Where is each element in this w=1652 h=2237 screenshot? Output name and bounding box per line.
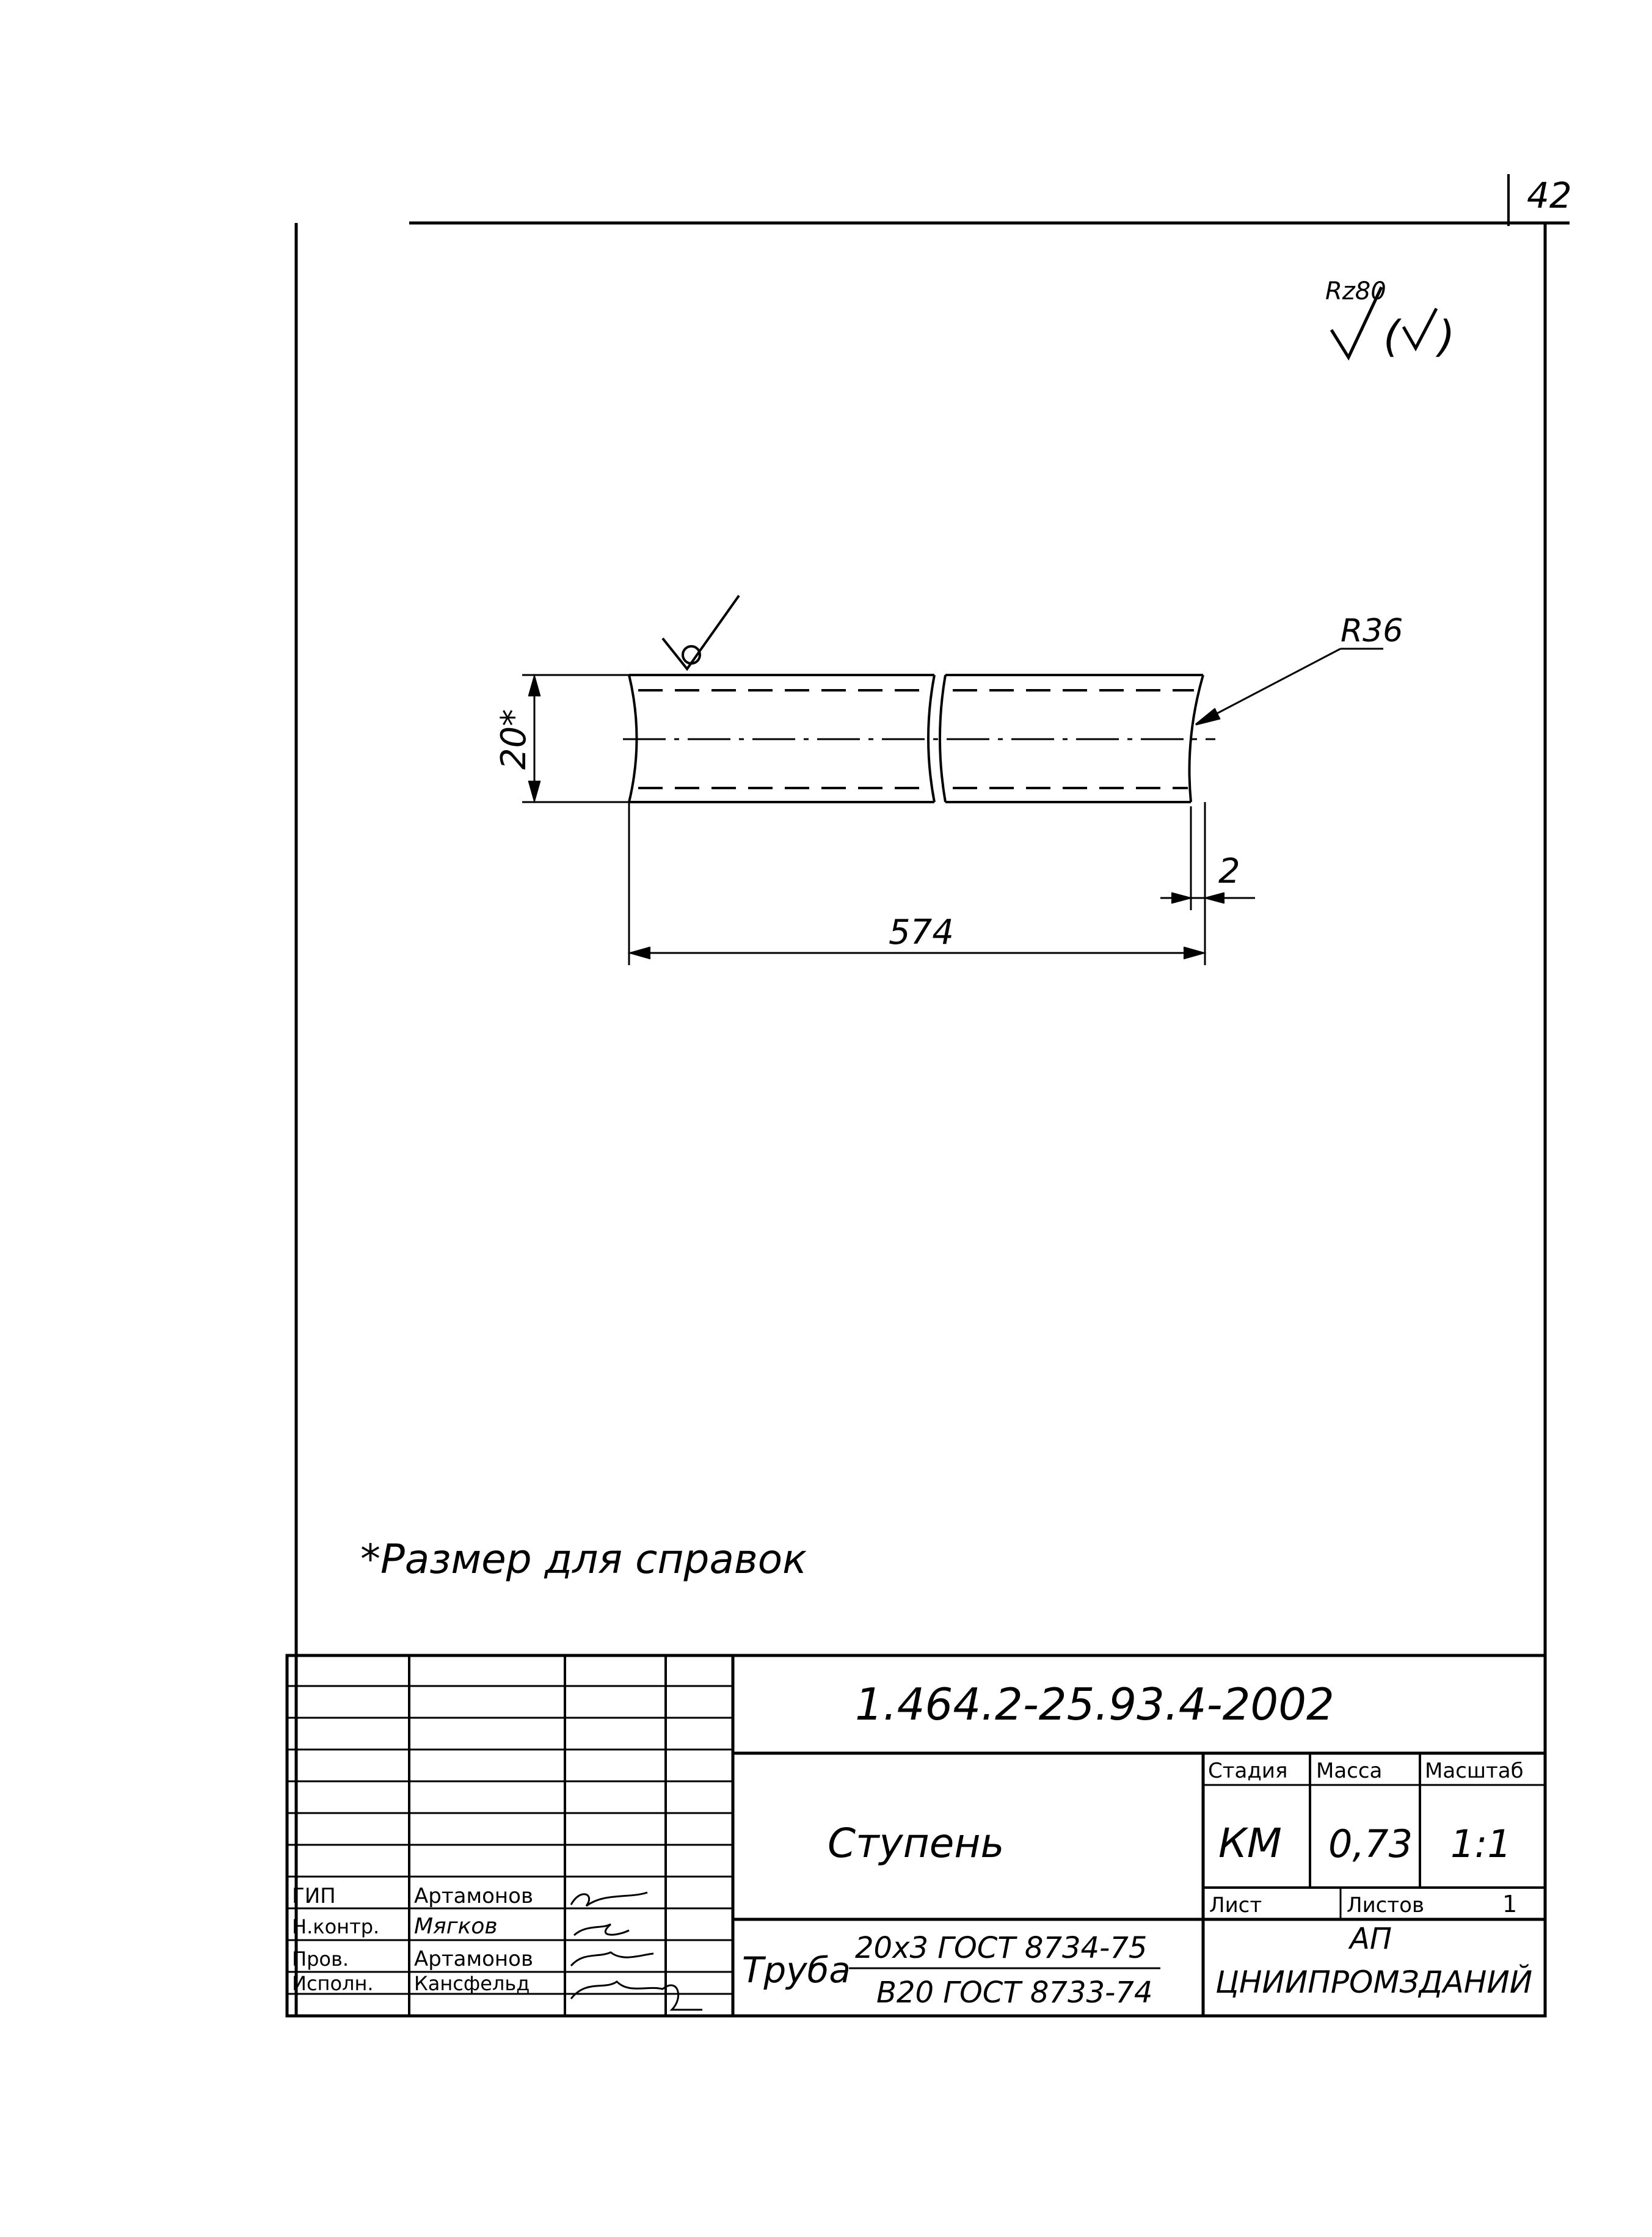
name-executed: Кансфельд: [414, 1972, 530, 1995]
dimension-radius-label: R36: [1341, 613, 1403, 649]
reference-note: *Размер для справок: [360, 1536, 807, 1583]
svg-text:): ): [1438, 312, 1455, 362]
dimension-chamfer: [1160, 806, 1255, 910]
scale-value: 1:1: [1450, 1822, 1512, 1866]
part-drawing: [623, 675, 1215, 802]
doc-code: 1.464.2-25.93.4-2002: [855, 1679, 1334, 1730]
machining-mark: [663, 596, 739, 669]
svg-text:(: (: [1383, 312, 1400, 362]
role-norm-control: Н.контр.: [292, 1915, 380, 1938]
dimension-radius: [1196, 649, 1383, 724]
frame: [287, 223, 1570, 2016]
sheets-label: Листов: [1347, 1893, 1425, 1918]
org-line-2: ЦНИИПРОМЗДАНИЙ: [1215, 1965, 1533, 2000]
org-line-1: АП: [1350, 1922, 1392, 1956]
dimension-chamfer-label: 2: [1218, 852, 1240, 891]
sheets-count: 1: [1502, 1891, 1518, 1918]
stage-value: КМ: [1218, 1820, 1282, 1867]
dimension-diameter-label: 20*: [494, 709, 534, 770]
material-word: Труба: [742, 1949, 851, 1991]
part-name: Ступень: [828, 1820, 1005, 1867]
mass-header: Масса: [1316, 1759, 1383, 1783]
material-top: 20х3 ГОСТ 8734-75: [855, 1931, 1148, 1965]
dimension-diameter: [522, 675, 629, 802]
name-gip: Артамонов: [414, 1884, 534, 1908]
stage-header: Стадия: [1208, 1759, 1288, 1783]
role-executed: Исполн.: [292, 1972, 374, 1995]
mass-value: 0,73: [1328, 1822, 1413, 1866]
roughness-label: Rz80: [1325, 277, 1386, 305]
material-bottom: В20 ГОСТ 8733-74: [876, 1976, 1153, 2010]
sheet-label: Лист: [1209, 1893, 1262, 1918]
name-norm-control: Мягков: [414, 1914, 498, 1939]
dimension-length-label: 574: [889, 913, 954, 952]
role-gip: ГИП: [292, 1884, 336, 1908]
scale-header: Масштаб: [1425, 1759, 1524, 1783]
role-checked: Пров.: [292, 1947, 349, 1971]
name-checked: Артамонов: [414, 1947, 534, 1971]
roughness-symbol: [1325, 277, 1455, 362]
page-number: 42: [1527, 175, 1572, 216]
